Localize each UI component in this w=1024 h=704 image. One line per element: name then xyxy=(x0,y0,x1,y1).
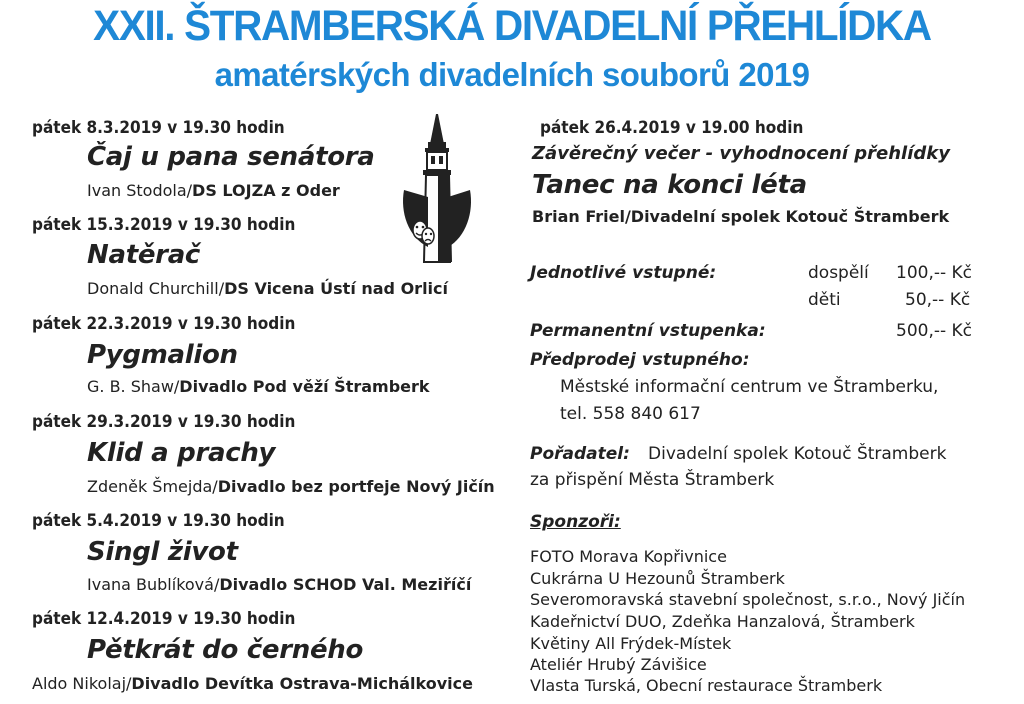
presale-place: Městské informační centrum ve Štramberku, xyxy=(560,377,939,397)
program-author: G. B. Shaw/Divadlo Pod věží Štramberk xyxy=(87,377,430,396)
sponsor-item: Ateliér Hrubý Závišice xyxy=(530,655,707,674)
sponsor-item: FOTO Morava Kopřivnice xyxy=(530,547,727,566)
program-date: pátek 22.3.2019 v 19.30 hodin xyxy=(32,314,296,334)
program-date: pátek 8.3.2019 v 19.30 hodin xyxy=(32,118,285,138)
program-author: Aldo Nikolaj/Divadlo Devítka Ostrava-Michálkovice xyxy=(32,674,473,693)
tower-theatre-masks-icon xyxy=(398,112,478,272)
sponsor-item: Květiny All Frýdek-Místek xyxy=(530,634,732,653)
presale-label: Předprodej vstupného: xyxy=(530,350,750,370)
program-author: Ivan Stodola/DS LOJZA z Oder xyxy=(87,181,340,200)
program-author: Donald Churchill/DS Vicena Ústí nad Orlicí xyxy=(87,279,449,298)
adults-price: 100,-- Kč xyxy=(896,263,973,283)
season-ticket-price: 500,-- Kč xyxy=(896,321,973,341)
sponsor-item: Cukrárna U Hezounů Štramberk xyxy=(530,569,785,588)
sponsor-item: Vlasta Turská, Obecní restaurace Štramberk xyxy=(530,676,883,695)
program-date: pátek 5.4.2019 v 19.30 hodin xyxy=(32,511,285,531)
single-ticket-label: Jednotlivé vstupné: xyxy=(530,263,717,283)
sponsor-item: Kadeřnictví DUO, Zdeňka Hanzalová, Štramberk xyxy=(530,612,915,631)
program-play: Singl život xyxy=(87,537,238,567)
presale-phone: tel. 558 840 617 xyxy=(560,404,701,424)
program-author: Ivana Bublíková/Divadlo SCHOD Val. Meziříčí xyxy=(87,575,472,594)
program-play: Pygmalion xyxy=(87,340,238,370)
poster-title: XXII. ŠTRAMBERSKÁ DIVADELNÍ PŘEHLÍDKA xyxy=(93,2,931,50)
sponsors-label: Sponzoři: xyxy=(530,512,621,532)
program-date: pátek 12.4.2019 v 19.30 hodin xyxy=(32,609,296,629)
program-date: pátek 15.3.2019 v 19.30 hodin xyxy=(32,215,296,235)
organizer-name: Divadelní spolek Kotouč Štramberk xyxy=(648,444,947,464)
finale-play: Tanec na konci léta xyxy=(532,170,807,200)
organizer-support: za přispění Města Štramberk xyxy=(530,470,775,490)
program-play: Čaj u pana senátora xyxy=(87,142,375,172)
program-play: Pětkrát do černého xyxy=(87,635,364,665)
program-date: pátek 29.3.2019 v 19.30 hodin xyxy=(32,412,296,432)
adults-label: dospělí xyxy=(808,263,869,283)
finale-subtitle: Závěrečný večer - vyhodnocení přehlídky xyxy=(532,143,950,164)
program-author: Zdeněk Šmejda/Divadlo bez portfeje Nový Jičín xyxy=(87,477,495,496)
finale-author: Brian Friel/Divadelní spolek Kotouč Štramberk xyxy=(532,207,950,226)
program-play: Natěrač xyxy=(87,240,201,270)
organizer-label: Pořadatel: xyxy=(530,444,630,464)
program-play: Klid a prachy xyxy=(87,438,276,468)
children-label: děti xyxy=(808,290,841,310)
children-price: 50,-- Kč xyxy=(905,290,971,310)
poster-subtitle: amatérských divadelních souborů 2019 xyxy=(214,56,810,93)
season-ticket-label: Permanentní vstupenka: xyxy=(530,321,766,341)
finale-date: pátek 26.4.2019 v 19.00 hodin xyxy=(540,118,804,138)
sponsor-item: Severomoravská stavební společnost, s.r.o., Nový Jičín xyxy=(530,590,966,609)
